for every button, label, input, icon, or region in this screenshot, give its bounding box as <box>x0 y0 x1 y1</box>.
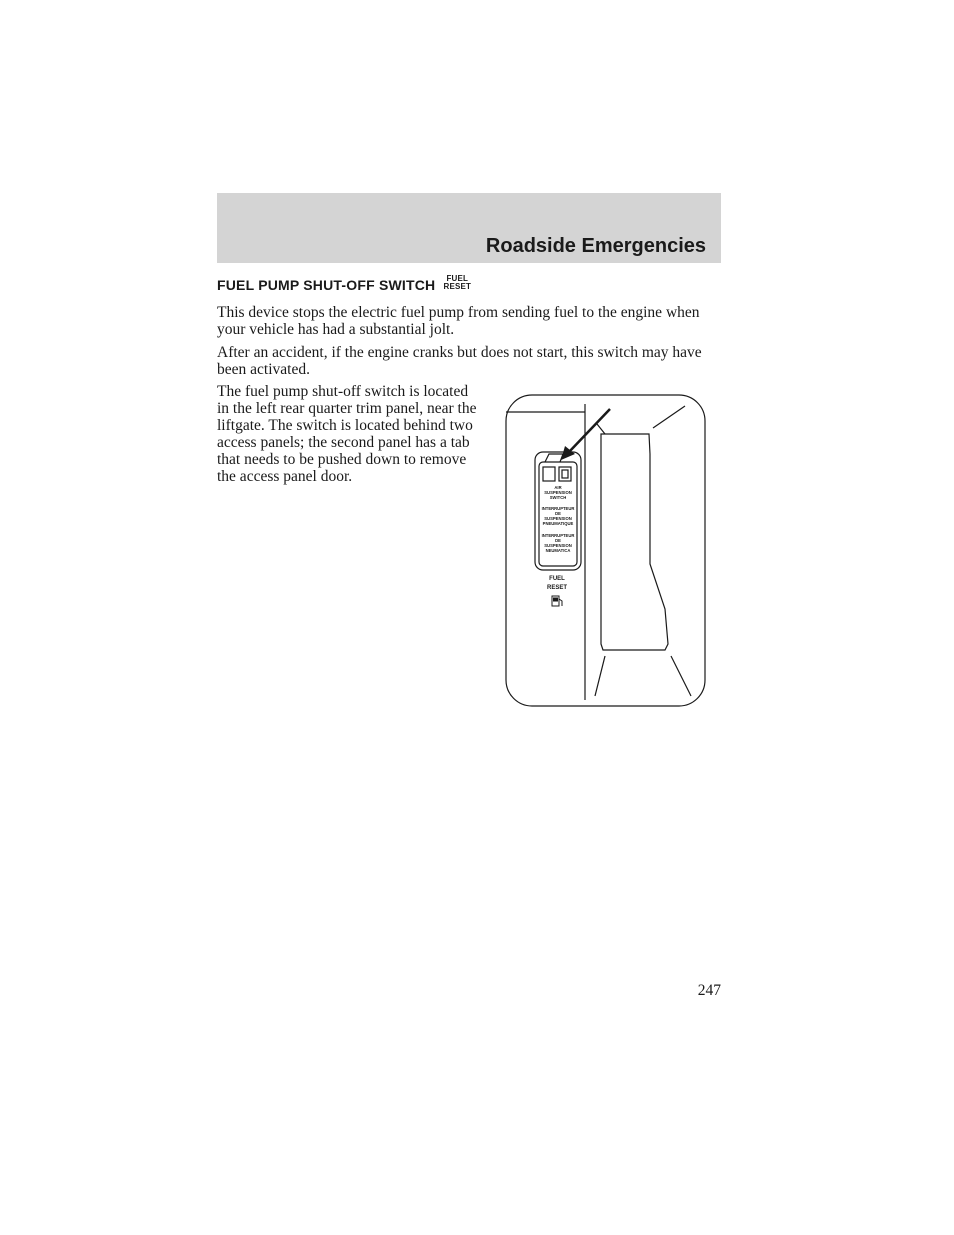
section-heading <box>217 274 472 294</box>
label-line: SWITCH <box>549 495 567 500</box>
label-line: INTERRUPTEUR <box>541 533 575 538</box>
illustration-frame <box>506 395 705 706</box>
label-line: PNEUMATIQUE <box>542 521 574 526</box>
label-line: DE <box>555 538 561 543</box>
section-heading-text: FUEL PUMP SHUT-OFF SWITCH <box>217 277 436 293</box>
liftgate-opening <box>601 434 668 650</box>
paragraph: This device stops the electric fuel pump from sending fuel to the engine when your vehicle has had a substantial jolt. <box>217 304 700 338</box>
fuel-pump-switch-illustration <box>505 394 706 707</box>
paragraph: The fuel pump shut-off switch is located in the left rear quarter trim panel, near the liftgate. The switch is located behind two access panels; the second panel has a tab that needs to be pushed down to remove the access panel door. <box>217 383 477 485</box>
fuel-pump-icon <box>552 596 562 606</box>
badge-line-reset: RESET <box>443 282 472 292</box>
switch-icon-left <box>543 467 555 481</box>
label-line: INTERRUPTEUR <box>541 506 575 511</box>
fuel-reset-badge <box>443 275 471 291</box>
paragraph: After an accident, if the engine cranks but does not start, this switch may have been activated. <box>217 344 702 378</box>
label-line: NEUMATICA <box>545 548 571 553</box>
reset-label: RESET <box>546 585 568 591</box>
fuel-label: FUEL <box>549 576 565 582</box>
page-title: Roadside Emergencies <box>485 235 706 257</box>
header-band <box>217 193 721 263</box>
label-line: SUSPENSION <box>544 490 572 495</box>
label-line: DE <box>555 511 561 516</box>
page-number: 247 <box>697 982 721 999</box>
label-line: SUSPENSION <box>544 543 572 548</box>
label-line: AIR <box>554 485 562 490</box>
panel-tab <box>545 454 563 462</box>
badge-line-fuel: FUEL <box>446 274 469 284</box>
label-line: SUSPENSION <box>544 516 572 521</box>
switch-icon-right <box>559 467 571 481</box>
